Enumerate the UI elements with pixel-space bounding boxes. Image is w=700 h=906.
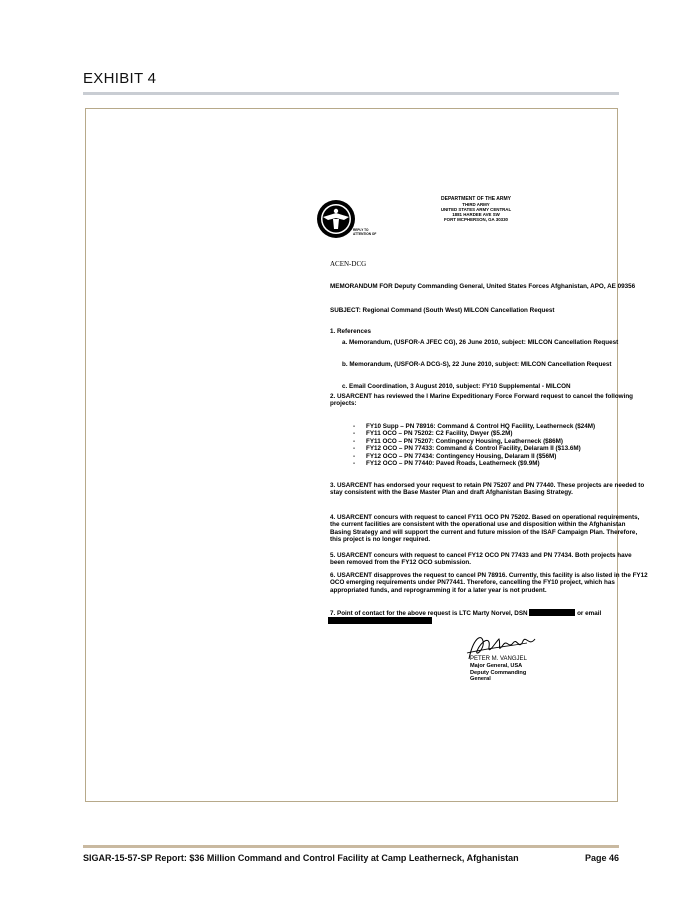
paragraph-7: 7. Point of contact for the above request is LTC Marty Norvel, DSN or email	[330, 609, 648, 626]
exhibit-frame	[85, 108, 648, 802]
list-item: - FY11 OCO – PN 75207: Contingency Housing, Leatherneck ($86M)	[353, 437, 564, 445]
signature-block	[470, 656, 528, 683]
report-title: SIGAR-15-57-SP Report: $36 Million Command and Control Facility at Camp Leatherneck, Afghanistan	[83, 853, 519, 863]
header-rule	[83, 92, 619, 95]
paragraph-3: 3. USARCENT has endorsed your request to retain PN 75207 and PN 77440. These projects are needed to stay consistent with the Base Master Plan and draft Afghanistan Basing Strategy.	[330, 482, 645, 497]
memorandum-for: MEMORANDUM FOR Deputy Commanding General, United States Forces Afghanistan, APO, AE 09356	[330, 283, 636, 290]
signer-title: Deputy Commanding General	[470, 669, 527, 683]
reference-c: c. Email Coordination, 3 August 2010, subject: FY10 Supplemental - MILCON	[342, 383, 571, 390]
redaction-bar	[529, 609, 575, 616]
subject-line: SUBJECT: Regional Command (South West) MILCON Cancellation Request	[330, 307, 555, 314]
letterhead: DEPARTMENT OF THE ARMY THIRD ARMY UNITED STATES ARMY CENTRAL 1881 HARDEE AVE SW FORT MCPHERSON, GA 30330	[440, 196, 512, 223]
references-heading: 1. References	[330, 328, 371, 335]
page-footer	[83, 853, 619, 863]
paragraph-4: 4. USARCENT concurs with request to cancel FY11 OCO PN 75202. Based on operational requirements, the current facilities are consistent with the operational use and disposition within the Afghanistan Basing Strategy and will support the current and future mission of the ISAF Campaign Plan. Therefore, this project is no longer required.	[330, 514, 640, 544]
reference-a: a. Memorandum, (USFOR-A JFEC CG), 26 June 2010, subject: MILCON Cancellation Request	[342, 339, 619, 346]
reply-to: REPLY TO ATTENTION OF	[353, 228, 377, 236]
signer-rank: Major General, USA	[470, 662, 523, 669]
signer-name: PETER M. VANGJEL	[470, 656, 527, 662]
office-symbol: ACEN-DCG	[330, 260, 367, 268]
list-item: - FY12 OCO – PN 77433: Command & Control Facility, Delaram II ($13.6M)	[353, 445, 581, 453]
list-item: - FY11 OCO – PN 75202: C2 Facility, Dwyer ($5.2M)	[353, 430, 513, 438]
paragraph-2: 2. USARCENT has reviewed the I Marine Expeditionary Force Forward request to cancel the following projects:	[330, 393, 634, 408]
army-seal-icon	[316, 199, 356, 239]
page-number: Page 46	[584, 853, 619, 863]
project-list	[353, 423, 643, 467]
list-item: - FY12 OCO – PN 77434: Contingency Housing, Delaram II ($56M)	[353, 452, 557, 460]
list-item: - FY10 Supp – PN 78916: Command & Control HQ Facility, Leatherneck ($24M)	[353, 423, 596, 430]
paragraph-5: 5. USARCENT concurs with request to cancel FY12 OCO PN 77433 and PN 77434. Both projects have been removed from the FY12 OCO submission.	[330, 552, 632, 567]
redaction-bar	[328, 617, 432, 624]
reference-b: b. Memorandum, (USFOR-A DCG-S), 22 June 2010, subject: MILCON Cancellation Request	[342, 361, 612, 368]
paragraph-6: 6. USARCENT disapproves the request to cancel PN 78916. Currently, this facility is also listed in the FY12 OCO emerging requirements under PN77441. Therefore, cancelling the FY10 project, which has appropriated funds, and reprogramming it for a later year is not prudent.	[330, 572, 648, 594]
exhibit-title: EXHIBIT 4	[83, 70, 157, 87]
footer-rule	[83, 845, 619, 848]
list-item: - FY12 OCO – PN 77440: Paved Roads, Leatherneck ($9.9M)	[353, 460, 540, 468]
